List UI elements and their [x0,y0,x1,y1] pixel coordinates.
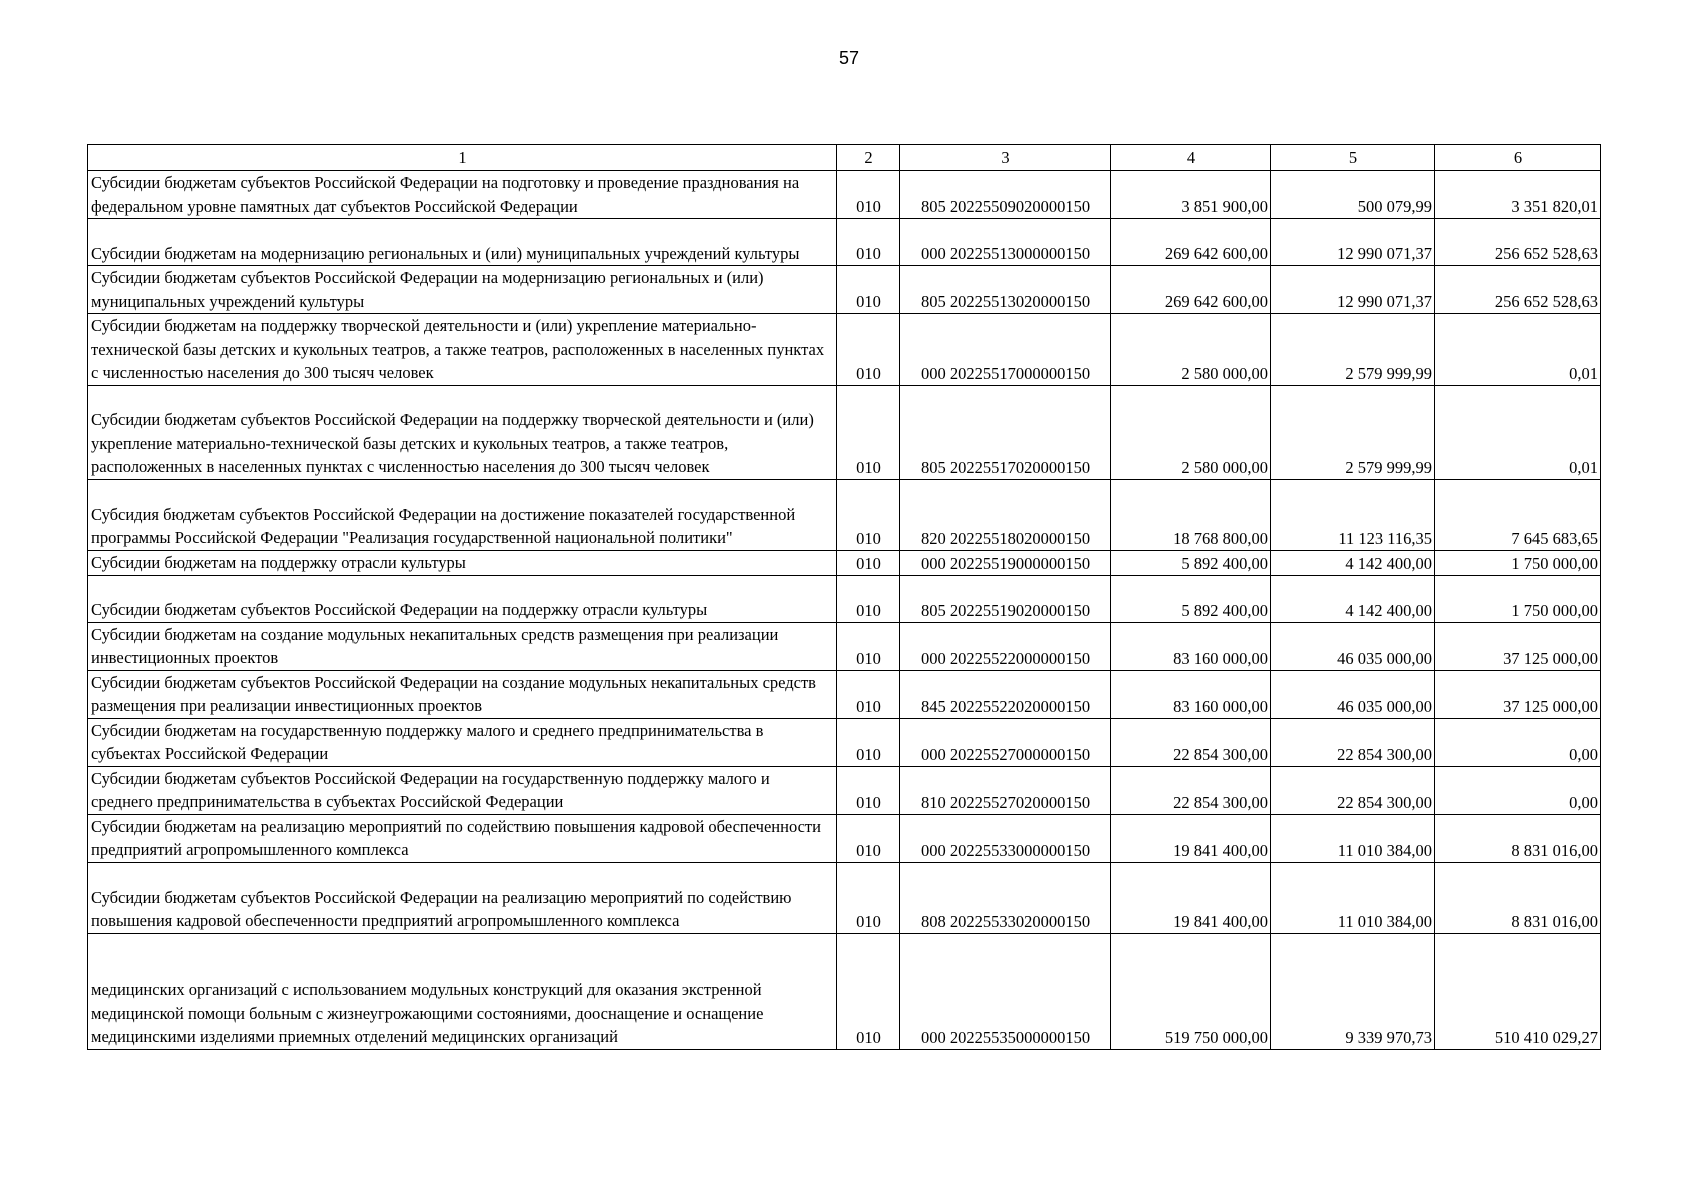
row-approved: 18 768 800,00 [1111,479,1271,550]
row-executed: 46 035 000,00 [1271,622,1435,670]
table-row [88,385,1601,479]
row-unexecuted: 8 831 016,00 [1435,862,1601,933]
row-line-code: 010 [837,385,900,479]
row-executed: 4 142 400,00 [1271,550,1435,575]
row-line-code: 010 [837,766,900,814]
row-budget-code: 000 20225513000000150 [900,219,1111,266]
row-name: Субсидии бюджетам субъектов Российской Федерации на создание модульных некапитальных средств размещения при реализации инвестиционных проектов [88,670,837,718]
row-name: Субсидии бюджетам на поддержку творческой деятельности и (или) укрепление материально-технической базы детских и кукольных театров, а также театров, расположенных в населенных пунктах с численностью населения до 300 тысяч человек [88,314,837,386]
row-budget-code: 805 20225513020000150 [900,266,1111,314]
row-name: Субсидии бюджетам субъектов Российской Федерации на поддержку отрасли культуры [88,575,837,622]
row-executed: 12 990 071,37 [1271,266,1435,314]
row-line-code: 010 [837,479,900,550]
row-unexecuted: 256 652 528,63 [1435,266,1601,314]
row-approved: 5 892 400,00 [1111,575,1271,622]
row-budget-code: 808 20225533020000150 [900,862,1111,933]
row-line-code: 010 [837,171,900,219]
row-executed: 46 035 000,00 [1271,670,1435,718]
row-executed: 500 079,99 [1271,171,1435,219]
row-unexecuted: 0,00 [1435,766,1601,814]
row-executed: 11 123 116,35 [1271,479,1435,550]
row-line-code: 010 [837,862,900,933]
row-name: Субсидии бюджетам субъектов Российской Федерации на подготовку и проведение празднования на федеральном уровне памятных дат субъектов Российской Федерации [88,171,837,219]
table-row [88,933,1601,1049]
row-approved: 19 841 400,00 [1111,814,1271,862]
row-name: Субсидии бюджетам субъектов Российской Федерации на государственную поддержку малого и среднего предпринимательства в субъектах Российской Федерации [88,766,837,814]
row-name: Субсидия бюджетам субъектов Российской Федерации на достижение показателей государственной программы Российской Федерации "Реализация государственной национальной политики" [88,479,837,550]
row-unexecuted: 1 750 000,00 [1435,550,1601,575]
row-budget-code: 805 20225509020000150 [900,171,1111,219]
page-number: 57 [838,48,860,68]
row-approved: 83 160 000,00 [1111,670,1271,718]
row-name: Субсидии бюджетам субъектов Российской Федерации на поддержку творческой деятельности и (или) укрепление материально-технической базы детских и кукольных театров, а также театров, расположенных в населенных пунктах с численностью населения до 300 тысяч человек [88,385,837,479]
row-name: медицинских организаций с использованием модульных конструкций для оказания экстренной медицинской помощи больным с жизнеугрожающими состояниями, дооснащение и оснащение медицинскими изделиями приемных отделений медицинских организаций [88,933,837,1049]
row-unexecuted: 0,01 [1435,385,1601,479]
table-row [88,314,1601,386]
row-approved: 2 580 000,00 [1111,314,1271,386]
row-approved: 3 851 900,00 [1111,171,1271,219]
row-executed: 11 010 384,00 [1271,814,1435,862]
row-unexecuted: 510 410 029,27 [1435,933,1601,1049]
table-row [88,718,1601,766]
row-budget-code: 000 20225517000000150 [900,314,1111,386]
row-budget-code: 810 20225527020000150 [900,766,1111,814]
column-header: 3 [900,145,1111,171]
row-line-code: 010 [837,219,900,266]
row-executed: 2 579 999,99 [1271,385,1435,479]
row-approved: 269 642 600,00 [1111,266,1271,314]
table-row [88,550,1601,575]
row-unexecuted: 1 750 000,00 [1435,575,1601,622]
table-row [88,171,1601,219]
row-budget-code: 805 20225517020000150 [900,385,1111,479]
row-line-code: 010 [837,670,900,718]
table-row [88,814,1601,862]
row-budget-code: 000 20225535000000150 [900,933,1111,1049]
row-executed: 11 010 384,00 [1271,862,1435,933]
row-approved: 5 892 400,00 [1111,550,1271,575]
row-approved: 2 580 000,00 [1111,385,1271,479]
row-line-code: 010 [837,266,900,314]
row-budget-code: 000 20225522000000150 [900,622,1111,670]
row-unexecuted: 256 652 528,63 [1435,219,1601,266]
row-unexecuted: 8 831 016,00 [1435,814,1601,862]
row-executed: 9 339 970,73 [1271,933,1435,1049]
column-header: 6 [1435,145,1601,171]
row-executed: 22 854 300,00 [1271,718,1435,766]
table-row [88,622,1601,670]
row-unexecuted: 0,00 [1435,718,1601,766]
table-row [88,266,1601,314]
row-budget-code: 845 20225522020000150 [900,670,1111,718]
row-unexecuted: 3 351 820,01 [1435,171,1601,219]
row-line-code: 010 [837,575,900,622]
table-header-row [88,145,1601,171]
row-executed: 2 579 999,99 [1271,314,1435,386]
row-unexecuted: 37 125 000,00 [1435,622,1601,670]
row-name: Субсидии бюджетам на государственную поддержку малого и среднего предпринимательства в субъектах Российской Федерации [88,718,837,766]
row-name: Субсидии бюджетам на поддержку отрасли культуры [88,550,837,575]
row-line-code: 010 [837,814,900,862]
column-header: 5 [1271,145,1435,171]
row-unexecuted: 0,01 [1435,314,1601,386]
row-approved: 22 854 300,00 [1111,718,1271,766]
row-line-code: 010 [837,550,900,575]
row-budget-code: 000 20225533000000150 [900,814,1111,862]
row-name: Субсидии бюджетам субъектов Российской Федерации на реализацию мероприятий по содействию повышения кадровой обеспеченности предприятий агропромышленного комплекса [88,862,837,933]
row-budget-code: 000 20225519000000150 [900,550,1111,575]
row-approved: 83 160 000,00 [1111,622,1271,670]
column-header: 4 [1111,145,1271,171]
budget-table [87,144,1601,1050]
row-name: Субсидии бюджетам на реализацию мероприятий по содействию повышения кадровой обеспеченности предприятий агропромышленного комплекса [88,814,837,862]
row-unexecuted: 37 125 000,00 [1435,670,1601,718]
table-row [88,766,1601,814]
row-name: Субсидии бюджетам на модернизацию региональных и (или) муниципальных учреждений культуры [88,219,837,266]
row-budget-code: 820 20225518020000150 [900,479,1111,550]
table-row [88,575,1601,622]
row-unexecuted: 7 645 683,65 [1435,479,1601,550]
row-approved: 19 841 400,00 [1111,862,1271,933]
row-approved: 22 854 300,00 [1111,766,1271,814]
row-name: Субсидии бюджетам на создание модульных некапитальных средств размещения при реализации инвестиционных проектов [88,622,837,670]
row-approved: 519 750 000,00 [1111,933,1271,1049]
row-executed: 4 142 400,00 [1271,575,1435,622]
table-row [88,670,1601,718]
row-line-code: 010 [837,314,900,386]
row-approved: 269 642 600,00 [1111,219,1271,266]
row-line-code: 010 [837,933,900,1049]
row-line-code: 010 [837,718,900,766]
row-executed: 12 990 071,37 [1271,219,1435,266]
row-name: Субсидии бюджетам субъектов Российской Федерации на модернизацию региональных и (или) муниципальных учреждений культуры [88,266,837,314]
row-line-code: 010 [837,622,900,670]
row-budget-code: 000 20225527000000150 [900,718,1111,766]
table-row [88,479,1601,550]
column-header: 1 [88,145,837,171]
row-budget-code: 805 20225519020000150 [900,575,1111,622]
column-header: 2 [837,145,900,171]
row-executed: 22 854 300,00 [1271,766,1435,814]
table-row [88,219,1601,266]
table-row [88,862,1601,933]
